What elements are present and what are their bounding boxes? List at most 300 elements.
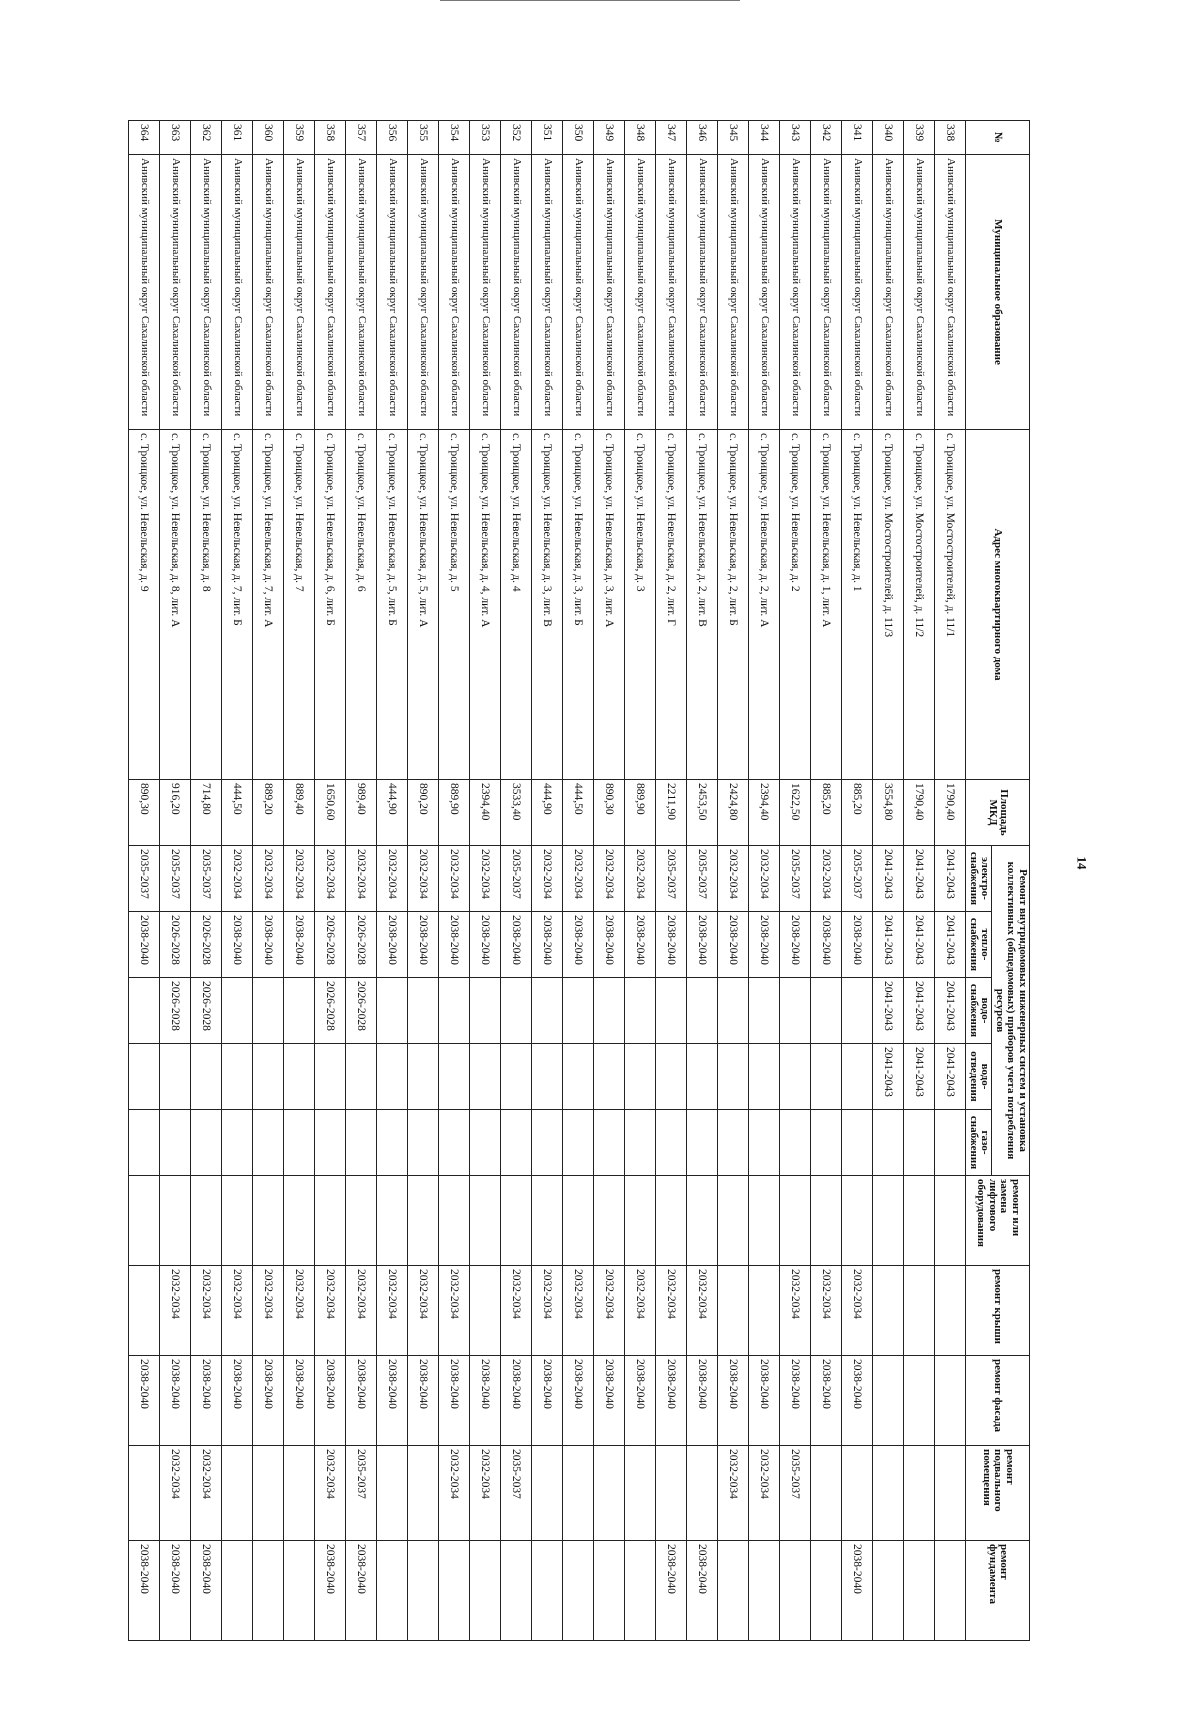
cell-fd: 2038-2040 [842, 1541, 873, 1641]
cell-s: 889,90 [439, 780, 470, 846]
cell-n: 361 [222, 121, 253, 155]
cell-fd: 2038-2040 [160, 1541, 191, 1641]
scan-edge-line [440, 0, 740, 1]
cell-b [656, 1446, 687, 1541]
cell-m: Анивский муниципальный округ Сахалинской области [501, 155, 532, 430]
cell-g [129, 1110, 160, 1176]
cell-e: 2032-2034 [377, 846, 408, 912]
cell-l [625, 1176, 656, 1266]
cell-m: Анивский муниципальный округ Сахалинской области [873, 155, 904, 430]
cell-m: Анивский муниципальный округ Сахалинской области [222, 155, 253, 430]
cell-s: 885,20 [842, 780, 873, 846]
cell-f [935, 1356, 966, 1446]
cell-g [625, 1110, 656, 1176]
repair-schedule-table [128, 120, 1030, 1641]
cell-s: 1622,50 [780, 780, 811, 846]
cell-f: 2038-2040 [377, 1356, 408, 1446]
cell-fd: 2038-2040 [656, 1541, 687, 1641]
header-area: Площадь МКД [966, 780, 1030, 846]
cell-fd [811, 1541, 842, 1641]
cell-t: 2026-2028 [191, 912, 222, 978]
cell-a: с. Троицкое, ул. Невельская, д. 6, лит. Б [315, 430, 346, 780]
table-row [904, 121, 935, 1641]
cell-s: 916,20 [160, 780, 191, 846]
cell-m: Анивский муниципальный округ Сахалинской области [160, 155, 191, 430]
cell-b [935, 1446, 966, 1541]
cell-vs [749, 978, 780, 1044]
table-row [842, 121, 873, 1641]
cell-fd [253, 1541, 284, 1641]
cell-g [935, 1110, 966, 1176]
cell-vs [625, 978, 656, 1044]
table-row [377, 121, 408, 1641]
cell-f: 2038-2040 [160, 1356, 191, 1446]
cell-m: Анивский муниципальный округ Сахалинской области [904, 155, 935, 430]
cell-b [625, 1446, 656, 1541]
cell-e: 2032-2034 [315, 846, 346, 912]
table-row [439, 121, 470, 1641]
cell-e: 2041-2043 [873, 846, 904, 912]
cell-vo [563, 1044, 594, 1110]
cell-vo [439, 1044, 470, 1110]
cell-vo [377, 1044, 408, 1110]
cell-r: 2032-2034 [160, 1266, 191, 1356]
cell-f: 2038-2040 [811, 1356, 842, 1446]
cell-m: Анивский муниципальный округ Сахалинской области [191, 155, 222, 430]
cell-vs [687, 978, 718, 1044]
cell-vo [222, 1044, 253, 1110]
cell-l [222, 1176, 253, 1266]
table-row [873, 121, 904, 1641]
cell-g [532, 1110, 563, 1176]
cell-a: с. Троицкое, ул. Невельская, д. 5, лит. А [408, 430, 439, 780]
cell-r: 2032-2034 [191, 1266, 222, 1356]
cell-s: 1650,60 [315, 780, 346, 846]
cell-m: Анивский муниципальный округ Сахалинской области [346, 155, 377, 430]
cell-a: с. Троицкое, ул. Мостостроителей, д. 11/2 [904, 430, 935, 780]
cell-f: 2038-2040 [501, 1356, 532, 1446]
cell-a: с. Троицкое, ул. Невельская, д. 2, лит. В [687, 430, 718, 780]
cell-vo [811, 1044, 842, 1110]
cell-vo [284, 1044, 315, 1110]
cell-t: 2026-2028 [315, 912, 346, 978]
cell-fd: 2038-2040 [315, 1541, 346, 1641]
cell-m: Анивский муниципальный округ Сахалинской области [408, 155, 439, 430]
cell-t: 2038-2040 [780, 912, 811, 978]
cell-a: с. Троицкое, ул. Невельская, д. 8 [191, 430, 222, 780]
cell-s: 2394,40 [470, 780, 501, 846]
cell-fd [470, 1541, 501, 1641]
cell-g [470, 1110, 501, 1176]
cell-a: с. Троицкое, ул. Невельская, д. 1, лит. А [811, 430, 842, 780]
cell-r: 2032-2034 [222, 1266, 253, 1356]
cell-s: 444,90 [377, 780, 408, 846]
table-row [346, 121, 377, 1641]
cell-a: с. Троицкое, ул. Невельская, д. 7, лит. Б [222, 430, 253, 780]
cell-vo [656, 1044, 687, 1110]
cell-m: Анивский муниципальный округ Сахалинской области [842, 155, 873, 430]
cell-f: 2038-2040 [625, 1356, 656, 1446]
cell-b: 2035-2037 [780, 1446, 811, 1541]
cell-r [718, 1266, 749, 1356]
cell-f: 2038-2040 [842, 1356, 873, 1446]
cell-vo [780, 1044, 811, 1110]
cell-t: 2038-2040 [284, 912, 315, 978]
cell-l [160, 1176, 191, 1266]
cell-a: с. Троицкое, ул. Невельская, д. 3 [625, 430, 656, 780]
table-row [749, 121, 780, 1641]
cell-r: 2032-2034 [315, 1266, 346, 1356]
cell-a: с. Троицкое, ул. Невельская, д. 4 [501, 430, 532, 780]
cell-g [811, 1110, 842, 1176]
cell-t: 2038-2040 [656, 912, 687, 978]
cell-vs [129, 978, 160, 1044]
cell-n: 355 [408, 121, 439, 155]
cell-f: 2038-2040 [687, 1356, 718, 1446]
cell-l [873, 1176, 904, 1266]
cell-fd: 2038-2040 [687, 1541, 718, 1641]
cell-fd [718, 1541, 749, 1641]
cell-b: 2032-2034 [160, 1446, 191, 1541]
cell-vs: 2026-2028 [160, 978, 191, 1044]
cell-r [873, 1266, 904, 1356]
table-row [935, 121, 966, 1641]
cell-s: 889,90 [625, 780, 656, 846]
cell-n: 338 [935, 121, 966, 155]
cell-g [160, 1110, 191, 1176]
cell-e: 2032-2034 [346, 846, 377, 912]
cell-a: с. Троицкое, ул. Невельская, д. 2, лит. Г [656, 430, 687, 780]
cell-vs [594, 978, 625, 1044]
cell-g [439, 1110, 470, 1176]
cell-m: Анивский муниципальный округ Сахалинской области [129, 155, 160, 430]
table-row [222, 121, 253, 1641]
cell-m: Анивский муниципальный округ Сахалинской области [935, 155, 966, 430]
cell-vs [253, 978, 284, 1044]
cell-f: 2038-2040 [222, 1356, 253, 1446]
cell-e: 2032-2034 [222, 846, 253, 912]
cell-a: с. Троицкое, ул. Мостостроителей, д. 11/3 [873, 430, 904, 780]
page-number: 14 [1074, 856, 1090, 870]
cell-vs: 2026-2028 [346, 978, 377, 1044]
table-row [501, 121, 532, 1641]
cell-s: 889,40 [284, 780, 315, 846]
header-teplo: тепло-снабжения [966, 912, 992, 978]
cell-e: 2032-2034 [625, 846, 656, 912]
cell-m: Анивский муниципальный округ Сахалинской области [253, 155, 284, 430]
cell-fd: 2038-2040 [346, 1541, 377, 1641]
cell-fd [873, 1541, 904, 1641]
cell-a: с. Троицкое, ул. Невельская, д. 4, лит. А [470, 430, 501, 780]
cell-s: 714,80 [191, 780, 222, 846]
cell-fd [904, 1541, 935, 1641]
cell-b [377, 1446, 408, 1541]
cell-fd [749, 1541, 780, 1641]
cell-n: 339 [904, 121, 935, 155]
cell-n: 347 [656, 121, 687, 155]
cell-e: 2035-2037 [160, 846, 191, 912]
cell-f: 2038-2040 [129, 1356, 160, 1446]
cell-g [904, 1110, 935, 1176]
cell-l [904, 1176, 935, 1266]
cell-t: 2038-2040 [842, 912, 873, 978]
cell-n: 357 [346, 121, 377, 155]
cell-b [687, 1446, 718, 1541]
cell-vs [656, 978, 687, 1044]
cell-t: 2026-2028 [160, 912, 191, 978]
cell-vs [501, 978, 532, 1044]
cell-vo: 2041-2043 [873, 1044, 904, 1110]
cell-m: Анивский муниципальный округ Сахалинской области [284, 155, 315, 430]
table-row [563, 121, 594, 1641]
cell-b [253, 1446, 284, 1541]
cell-vs: 2026-2028 [191, 978, 222, 1044]
cell-b: 2035-2037 [346, 1446, 377, 1541]
cell-t: 2038-2040 [594, 912, 625, 978]
table-row [811, 121, 842, 1641]
cell-e: 2032-2034 [470, 846, 501, 912]
cell-r [129, 1266, 160, 1356]
cell-t: 2038-2040 [718, 912, 749, 978]
cell-a: с. Троицкое, ул. Невельская, д. 7 [284, 430, 315, 780]
cell-r: 2032-2034 [656, 1266, 687, 1356]
cell-fd [563, 1541, 594, 1641]
cell-vs [439, 978, 470, 1044]
cell-r: 2032-2034 [377, 1266, 408, 1356]
cell-s: 1790,40 [904, 780, 935, 846]
cell-t: 2038-2040 [470, 912, 501, 978]
table-row [594, 121, 625, 1641]
cell-e: 2032-2034 [284, 846, 315, 912]
cell-t: 2038-2040 [129, 912, 160, 978]
cell-vo [718, 1044, 749, 1110]
cell-l [408, 1176, 439, 1266]
cell-vs [811, 978, 842, 1044]
cell-g [253, 1110, 284, 1176]
cell-e: 2032-2034 [563, 846, 594, 912]
cell-g [191, 1110, 222, 1176]
cell-g [687, 1110, 718, 1176]
cell-r: 2032-2034 [625, 1266, 656, 1356]
cell-fd: 2038-2040 [129, 1541, 160, 1641]
cell-r: 2032-2034 [563, 1266, 594, 1356]
cell-r: 2032-2034 [687, 1266, 718, 1356]
cell-vs [408, 978, 439, 1044]
cell-f: 2038-2040 [253, 1356, 284, 1446]
cell-b [222, 1446, 253, 1541]
cell-t: 2038-2040 [811, 912, 842, 978]
cell-vs [284, 978, 315, 1044]
cell-r: 2032-2034 [811, 1266, 842, 1356]
cell-n: 349 [594, 121, 625, 155]
cell-vo [501, 1044, 532, 1110]
cell-vs [532, 978, 563, 1044]
cell-e: 2041-2043 [904, 846, 935, 912]
cell-fd [935, 1541, 966, 1641]
cell-f: 2038-2040 [470, 1356, 501, 1446]
rotated-table-container [90, 120, 1030, 1640]
cell-vo [191, 1044, 222, 1110]
cell-g [842, 1110, 873, 1176]
cell-fd [625, 1541, 656, 1641]
table-row [253, 121, 284, 1641]
cell-n: 356 [377, 121, 408, 155]
cell-e: 2032-2034 [408, 846, 439, 912]
cell-vs: 2026-2028 [315, 978, 346, 1044]
header-row-1 [992, 121, 1030, 1641]
cell-g [501, 1110, 532, 1176]
cell-s: 3533,40 [501, 780, 532, 846]
cell-vs [780, 978, 811, 1044]
cell-l [284, 1176, 315, 1266]
cell-t: 2038-2040 [749, 912, 780, 978]
cell-l [935, 1176, 966, 1266]
cell-g [873, 1110, 904, 1176]
cell-l [749, 1176, 780, 1266]
cell-vo [842, 1044, 873, 1110]
cell-n: 353 [470, 121, 501, 155]
cell-r [749, 1266, 780, 1356]
header-engineering-group: Ремонт внутридомовых инженерных систем и установка коллективных (общедомовых) приборов учета потребления ресурсов [992, 846, 1030, 1176]
cell-t: 2038-2040 [563, 912, 594, 978]
header-facade: ремонт фасада [966, 1356, 1030, 1446]
cell-r: 2032-2034 [780, 1266, 811, 1356]
cell-l [346, 1176, 377, 1266]
cell-m: Анивский муниципальный округ Сахалинской области [470, 155, 501, 430]
cell-g [408, 1110, 439, 1176]
cell-vs [377, 978, 408, 1044]
cell-l [439, 1176, 470, 1266]
cell-e: 2041-2043 [935, 846, 966, 912]
cell-n: 360 [253, 121, 284, 155]
cell-t: 2041-2043 [873, 912, 904, 978]
header-address: Адрес многоквартирного дома [966, 430, 1030, 780]
cell-fd [284, 1541, 315, 1641]
cell-fd [532, 1541, 563, 1641]
cell-g [656, 1110, 687, 1176]
cell-vo [687, 1044, 718, 1110]
cell-a: с. Троицкое, ул. Невельская, д. 5, лит. Б [377, 430, 408, 780]
table-row [284, 121, 315, 1641]
cell-e: 2035-2037 [191, 846, 222, 912]
cell-vs [842, 978, 873, 1044]
cell-vo [129, 1044, 160, 1110]
cell-n: 344 [749, 121, 780, 155]
cell-r [470, 1266, 501, 1356]
table-row [780, 121, 811, 1641]
cell-t: 2026-2028 [346, 912, 377, 978]
cell-n: 358 [315, 121, 346, 155]
cell-b: 2032-2034 [191, 1446, 222, 1541]
cell-s: 885,20 [811, 780, 842, 846]
table-body [129, 121, 966, 1641]
cell-n: 342 [811, 121, 842, 155]
cell-s: 1790,40 [935, 780, 966, 846]
cell-a: с. Троицкое, ул. Невельская, д. 2, лит. Б [718, 430, 749, 780]
header-vodo-drain: водо-отведения [966, 1044, 992, 1110]
cell-r: 2032-2034 [253, 1266, 284, 1356]
cell-f: 2038-2040 [284, 1356, 315, 1446]
cell-vo: 2041-2043 [935, 1044, 966, 1110]
cell-a: с. Троицкое, ул. Невельская, д. 9 [129, 430, 160, 780]
cell-n: 351 [532, 121, 563, 155]
table-row [129, 121, 160, 1641]
cell-r: 2032-2034 [346, 1266, 377, 1356]
cell-g [315, 1110, 346, 1176]
cell-g [346, 1110, 377, 1176]
cell-n: 348 [625, 121, 656, 155]
cell-a: с. Троицкое, ул. Невельская, д. 2 [780, 430, 811, 780]
cell-t: 2038-2040 [408, 912, 439, 978]
cell-a: с. Троицкое, ул. Невельская, д. 7, лит. А [253, 430, 284, 780]
cell-m: Анивский муниципальный округ Сахалинской области [315, 155, 346, 430]
cell-s: 890,30 [594, 780, 625, 846]
cell-t: 2041-2043 [904, 912, 935, 978]
cell-b [284, 1446, 315, 1541]
cell-m: Анивский муниципальный округ Сахалинской области [811, 155, 842, 430]
cell-f: 2038-2040 [191, 1356, 222, 1446]
cell-f: 2038-2040 [594, 1356, 625, 1446]
cell-b [563, 1446, 594, 1541]
cell-s: 2211,90 [656, 780, 687, 846]
cell-b [408, 1446, 439, 1541]
cell-b [532, 1446, 563, 1541]
cell-b [129, 1446, 160, 1541]
cell-vo: 2041-2043 [904, 1044, 935, 1110]
cell-e: 2035-2037 [501, 846, 532, 912]
cell-a: с. Троицкое, ул. Невельская, д. 5 [439, 430, 470, 780]
cell-fd [439, 1541, 470, 1641]
cell-b [594, 1446, 625, 1541]
cell-a: с. Троицкое, ул. Невельская, д. 1 [842, 430, 873, 780]
cell-t: 2038-2040 [439, 912, 470, 978]
cell-m: Анивский муниципальный округ Сахалинской области [439, 155, 470, 430]
cell-s: 2453,50 [687, 780, 718, 846]
header-municipality: Муниципальное образование [966, 155, 1030, 430]
cell-b [873, 1446, 904, 1541]
cell-g [222, 1110, 253, 1176]
cell-t: 2038-2040 [253, 912, 284, 978]
cell-f: 2038-2040 [532, 1356, 563, 1446]
cell-e: 2032-2034 [532, 846, 563, 912]
cell-vo [408, 1044, 439, 1110]
cell-e: 2032-2034 [594, 846, 625, 912]
cell-l [718, 1176, 749, 1266]
cell-f: 2038-2040 [439, 1356, 470, 1446]
cell-e: 2035-2037 [842, 846, 873, 912]
cell-e: 2032-2034 [718, 846, 749, 912]
cell-vs [718, 978, 749, 1044]
cell-l [563, 1176, 594, 1266]
cell-n: 340 [873, 121, 904, 155]
cell-r: 2032-2034 [501, 1266, 532, 1356]
cell-m: Анивский муниципальный округ Сахалинской области [532, 155, 563, 430]
cell-l [377, 1176, 408, 1266]
cell-s: 890,20 [408, 780, 439, 846]
cell-m: Анивский муниципальный округ Сахалинской области [377, 155, 408, 430]
cell-m: Анивский муниципальный округ Сахалинской области [687, 155, 718, 430]
cell-l [780, 1176, 811, 1266]
cell-vo [346, 1044, 377, 1110]
cell-a: с. Троицкое, ул. Мостостроителей, д. 11/1 [935, 430, 966, 780]
cell-vo [253, 1044, 284, 1110]
cell-l [594, 1176, 625, 1266]
cell-vs: 2041-2043 [904, 978, 935, 1044]
cell-t: 2038-2040 [532, 912, 563, 978]
cell-e: 2035-2037 [780, 846, 811, 912]
table-row [625, 121, 656, 1641]
cell-n: 364 [129, 121, 160, 155]
